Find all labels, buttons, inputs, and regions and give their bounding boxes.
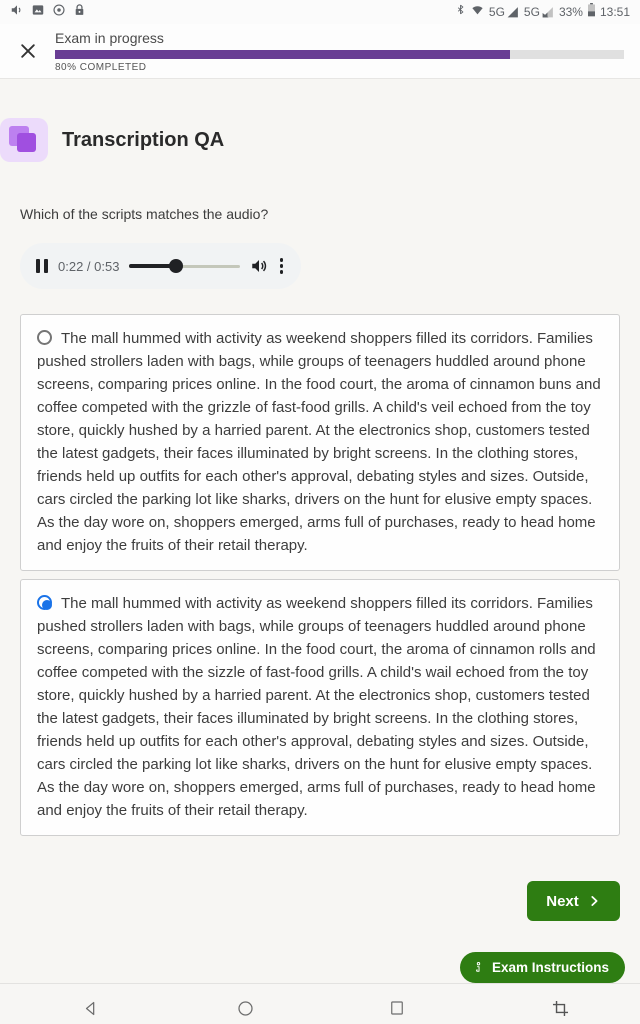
option-paragraph (37, 592, 603, 822)
exam-progress-fill (55, 50, 510, 59)
record-icon (52, 3, 66, 22)
question-text: Which of the scripts matches the audio? (20, 206, 269, 222)
clock: 13:51 (599, 5, 630, 19)
screenshot-button[interactable] (540, 988, 580, 1024)
bluetooth-icon (455, 3, 466, 21)
recents-icon (388, 999, 406, 1017)
instructions-row (20, 952, 620, 983)
info-icon (472, 960, 485, 975)
audio-player (20, 243, 301, 289)
network-type-label: 5G (523, 5, 540, 19)
battery-icon (587, 3, 596, 22)
next-button[interactable] (527, 881, 620, 921)
exam-header (0, 24, 640, 79)
audio-time: 0:22 / 0:53 (58, 258, 120, 274)
network-1 (489, 5, 520, 19)
exam-progress-section (55, 30, 626, 73)
signal-icon (506, 6, 520, 19)
volume-icon (250, 257, 268, 275)
back-button[interactable] (70, 988, 110, 1024)
square-front (17, 133, 36, 152)
close-button[interactable] (14, 37, 42, 65)
audio-seek-slider[interactable] (129, 259, 239, 273)
slider-thumb[interactable] (169, 259, 183, 273)
pause-button[interactable] (36, 259, 48, 273)
audio-overflow-menu-button[interactable] (278, 256, 286, 276)
screenshot-icon (551, 999, 570, 1018)
next-button-label: Next (546, 892, 579, 910)
back-icon (81, 999, 100, 1018)
volume-icon (10, 3, 24, 22)
option-paragraph (37, 327, 603, 557)
exam-instructions-label: Exam Instructions (491, 960, 609, 975)
wifi-icon (470, 3, 485, 21)
home-button[interactable] (225, 988, 265, 1024)
exam-instructions-button[interactable] (460, 952, 625, 983)
status-bar (0, 0, 640, 24)
network-2 (524, 5, 555, 19)
actions-row (20, 881, 620, 921)
chevron-right-icon (587, 894, 601, 908)
task-title-row (0, 118, 620, 162)
signal-icon (541, 6, 555, 19)
radio-button-unselected[interactable] (37, 330, 52, 345)
page-title: Transcription QA (62, 128, 225, 151)
exam-progress-bar (55, 50, 624, 59)
image-icon (31, 3, 45, 22)
task-icon (0, 118, 48, 162)
option-text: The mall hummed with activity as weekend shoppers filled its corridors. Families pushed strollers laden with bags, while groups of teenagers huddled around phone screens, comparing prices online. In the food court, the aroma of cinnamon rolls and coffee competed with the sizzle of fast-food grills. A child's wail echoed from the toy store, quickly hushed by a harried parent. At the electronics shop, customers tested the latest gadgets, their faces illuminated by bright screens. In the clothing stores, friends held up outfits for each other's approval, debating styles and sizes. Outside, cars circled the parking lot like sharks, drivers on the hunt for elusive empty spaces. As the day wore on, shoppers emerged, arms full of purchases, ready to head home and enjoy the fruits of their retail therapy. (37, 595, 596, 819)
lock-icon (73, 3, 86, 22)
option-text: The mall hummed with activity as weekend shoppers filled its corridors. Families pushed strollers laden with bags, while groups of teenagers huddled around phone screens, comparing prices online. In the food court, the aroma of cinnamon buns and coffee competed with the grizzle of fast-food grills. A child's veil echoed from the toy store, quickly hushed by a harried parent. At the electronics shop, customers tested the latest gadgets, their faces illuminated by bright screens. In the clothing stores, friends held up outfits for each other's approval, debating styles and sizes. Outside, cars circled the parking lot like sharks, drivers on the hunt for elusive empty spaces. As the day wore on, shoppers emerged, arms full of purchases, ready to head home and enjoy the fruits of their retail therapy. (37, 330, 601, 554)
close-icon (18, 41, 38, 61)
exam-status-title: Exam in progress (55, 29, 164, 46)
recents-button[interactable] (377, 988, 417, 1024)
progress-label: 80% COMPLETED (55, 61, 147, 73)
status-bar-right (455, 3, 630, 22)
mute-button[interactable] (250, 257, 268, 275)
answer-option-1[interactable] (20, 314, 620, 571)
status-bar-left (10, 3, 86, 22)
radio-button-selected[interactable] (37, 595, 52, 610)
exam-content (0, 79, 640, 983)
answer-option-2[interactable] (20, 579, 620, 836)
home-icon (236, 999, 255, 1018)
battery-percent: 33% (558, 5, 583, 19)
network-type-label: 5G (488, 5, 505, 19)
navigation-bar (0, 983, 640, 1024)
